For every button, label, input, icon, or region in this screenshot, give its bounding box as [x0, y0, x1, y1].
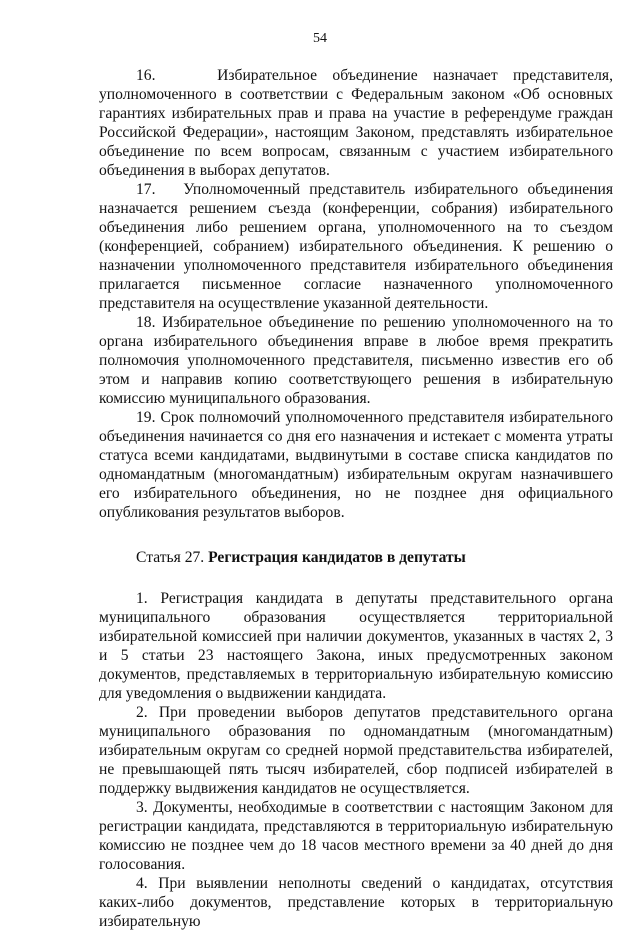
paragraph-18: 18. Избирательное объединение по решению уполномоченного на то органа избирательного объединения вправе в любое время прекратить полномочия уполномоченного представителя, письменно известив его об этом и направив копию соответствующего решения в избирательную комиссию муниципального образования. — [99, 314, 613, 407]
article-27-part-1: 1. Регистрация кандидата в депутаты представительного органа муниципального образования осуществляется территориальной избирательной комиссией при наличии документов, указанных в частях 2, 3 и 5 статьи 23 настоящего Закона, иных предусмотренных законом документов, представляемых в территориальную избирательную комиссию для уведомления о выдвижении кандидата. — [99, 590, 613, 702]
article-heading — [99, 548, 613, 567]
article-27-part-4: 4. При выявлении неполноты сведений о кандидатах, отсутствия каких-либо документов, представление которых в территориальную избирательную — [99, 875, 613, 930]
paragraph-16: 16. Избирательное объединение назначает представителя, уполномоченного в соответствии с Федеральным законом «Об основных гарантиях избирательных прав и права на участие в референдуме граждан Российской Федерации», настоящим Законом, представлять избирательное объединение по всем вопросам, связанным с участием избирательного объединения в выборах депутатов. — [99, 67, 613, 179]
paragraph-19: 19. Срок полномочий уполномоченного представителя избирательного объединения начинается со дня его назначения и истекает с момента утраты статуса всеми кандидатами, выдвинутыми в составе списка кандидатов по одномандатным (многомандатным) избирательным округам назначившего его избирательного объединения, но не позднее дня официального опубликования результатов выборов. — [99, 409, 613, 521]
paragraph-17: 17. Уполномоченный представитель избирательного объединения назначается решением съезда (конференции, собрания) избирательного объединения либо решением органа, уполномоченного на то съездом (конференцией, собранием) избирательного объединения. К решению о назначении уполномоченного представителя избирательного объединения прилагается письменное согласие назначенного уполномоченного представителя на осуществление указанной деятельности. — [99, 181, 613, 312]
article-title: Регистрация кандидатов в депутаты — [208, 549, 466, 566]
page-number: 54 — [313, 31, 327, 46]
article-27-part-3: 3. Документы, необходимые в соответствии с настоящим Законом для регистрации кандидата, представляются в территориальную избирательную комиссию не позднее чем до 18 часов местного времени за 40 дней до дня голосования. — [99, 799, 613, 873]
article-prefix: Статья 27. — [136, 549, 209, 566]
article-27-part-2: 2. При проведении выборов депутатов представительного органа муниципального образования по одномандатным (многомандатным) избирательным округам со средней нормой представительства избирателей, не превышающей пять тысяч избирателей, сбор подписей избирателей в поддержку выдвижения кандидатов не осуществляется. — [99, 704, 613, 797]
document-body — [99, 66, 613, 931]
